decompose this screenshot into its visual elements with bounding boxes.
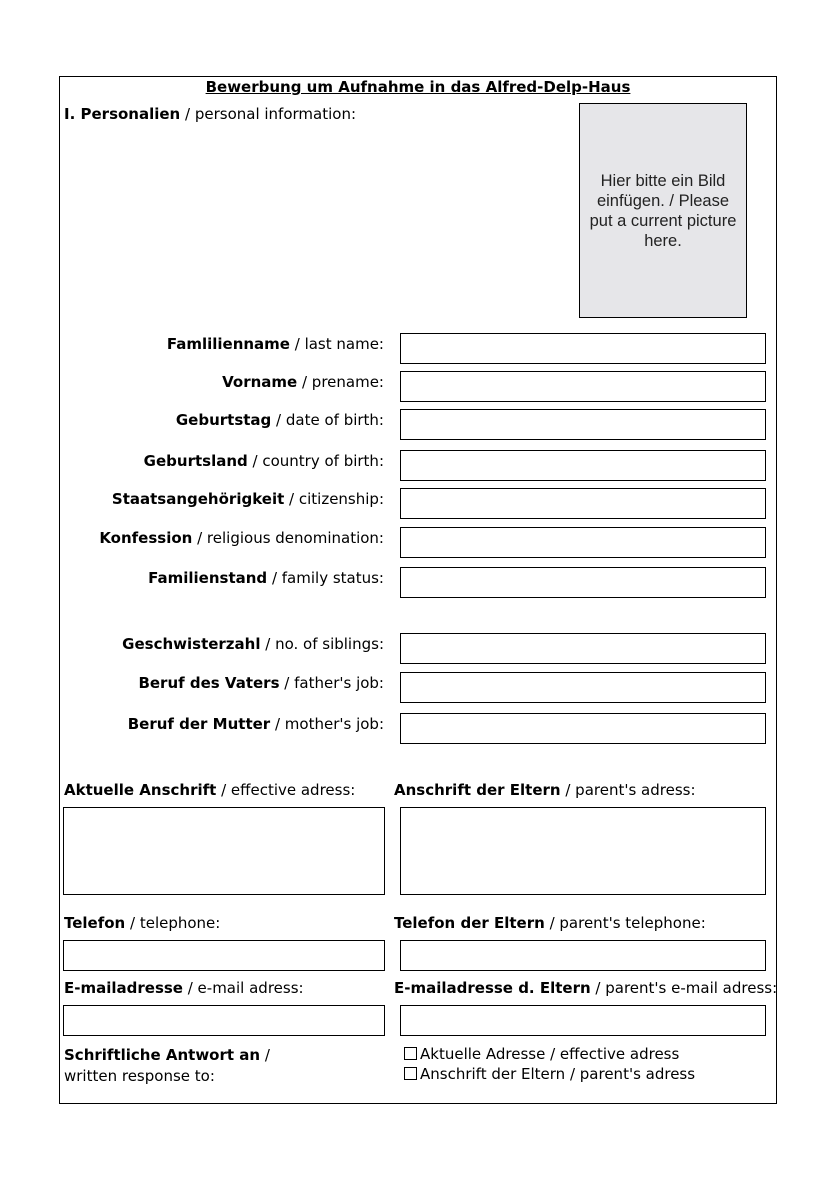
siblings-field[interactable]	[400, 633, 766, 664]
label-en: / no. of siblings:	[260, 635, 384, 653]
prename-field[interactable]	[400, 371, 766, 402]
photo-placeholder[interactable]	[579, 103, 747, 318]
label-telephone	[64, 914, 220, 932]
label-date-of-birth	[176, 411, 384, 429]
label-en: / telephone:	[125, 914, 221, 932]
email-field[interactable]	[63, 1005, 385, 1036]
label-parents-email	[394, 979, 777, 997]
checkbox-current-address[interactable]	[404, 1047, 417, 1060]
section-heading	[64, 105, 356, 123]
parents-address-field[interactable]	[400, 807, 766, 895]
label-de: Telefon der Eltern	[394, 914, 545, 932]
label-de: Geburtsland	[143, 452, 248, 470]
label-email	[64, 979, 304, 997]
label-parents-telephone	[394, 914, 706, 932]
label-en: / e-mail adress:	[182, 979, 304, 997]
checkbox-parents-address[interactable]	[404, 1067, 417, 1080]
label-religious-denomination	[99, 529, 384, 547]
label-family-status	[148, 569, 384, 587]
religious-denomination-field[interactable]	[400, 527, 766, 558]
label-en: / family status:	[267, 569, 384, 587]
label-de: E-mailadresse d. Eltern	[394, 979, 591, 997]
photo-placeholder-text: Hier bitte ein Bild einfügen. / Please put a current picture here.	[589, 172, 737, 250]
label-de: Anschrift der Eltern	[394, 781, 561, 799]
label-de: Konfession	[99, 529, 193, 547]
label-en: / citizenship:	[284, 490, 384, 508]
section-heading-bold: I. Personalien	[64, 105, 181, 123]
label-de: Aktuelle Anschrift	[64, 781, 217, 799]
last-name-field[interactable]	[400, 333, 766, 364]
label-en: / date of birth:	[271, 411, 384, 429]
label-fathers-job	[138, 674, 384, 692]
label-de: Vorname	[222, 373, 298, 391]
label-parents-address	[394, 781, 696, 799]
label-en: / religious denomination:	[192, 529, 384, 547]
form-title: Bewerbung um Aufnahme in das Alfred-Delp-Haus	[205, 78, 631, 96]
label-country-of-birth	[144, 452, 384, 470]
fathers-job-field[interactable]	[400, 672, 766, 703]
date-of-birth-field[interactable]	[400, 409, 766, 440]
label-de: E-mailadresse	[64, 979, 183, 997]
mothers-job-field[interactable]	[400, 713, 766, 744]
label-de: Beruf des Vaters	[138, 674, 280, 692]
current-address-field[interactable]	[63, 807, 385, 895]
label-en: / country of birth:	[247, 452, 384, 470]
label-en: / effective adress:	[216, 781, 356, 799]
label-en: / parent's e-mail adress:	[590, 979, 778, 997]
label-de: Beruf der Mutter	[127, 715, 271, 733]
label-current-address	[64, 781, 355, 799]
telephone-field[interactable]	[63, 940, 385, 971]
label-en: / parent's adress:	[560, 781, 696, 799]
label-en: / last name:	[289, 335, 384, 353]
label-citizenship	[112, 490, 384, 508]
label-de: Telefon	[64, 914, 126, 932]
label-de: Geburtstag	[175, 411, 272, 429]
option-label: Aktuelle Adresse / effective adress	[420, 1045, 680, 1063]
label-siblings	[122, 635, 384, 653]
label-mothers-job	[128, 715, 384, 733]
label-sep: /	[260, 1046, 270, 1064]
label-de: Schriftliche Antwort an	[64, 1046, 261, 1064]
country-of-birth-field[interactable]	[400, 450, 766, 481]
label-de: Familienstand	[148, 569, 268, 587]
label-written-response	[64, 1045, 270, 1087]
option-parents-address[interactable]	[404, 1065, 695, 1083]
option-label: Anschrift der Eltern / parent's adress	[420, 1065, 696, 1083]
label-en: / parent's telephone:	[544, 914, 706, 932]
label-en: / mother's job:	[270, 715, 384, 733]
label-de: Staatsangehörigkeit	[111, 490, 285, 508]
label-en: / prename:	[297, 373, 384, 391]
section-heading-rest: / personal information:	[180, 105, 357, 123]
option-current-address[interactable]	[404, 1045, 679, 1063]
label-en: / father's job:	[279, 674, 384, 692]
label-en: written response to:	[64, 1067, 215, 1085]
label-de: Famlilienname	[166, 335, 290, 353]
label-de: Geschwisterzahl	[122, 635, 261, 653]
label-last-name	[167, 335, 384, 353]
family-status-field[interactable]	[400, 567, 766, 598]
citizenship-field[interactable]	[400, 488, 766, 519]
label-prename	[222, 373, 384, 391]
parents-email-field[interactable]	[400, 1005, 766, 1036]
parents-telephone-field[interactable]	[400, 940, 766, 971]
